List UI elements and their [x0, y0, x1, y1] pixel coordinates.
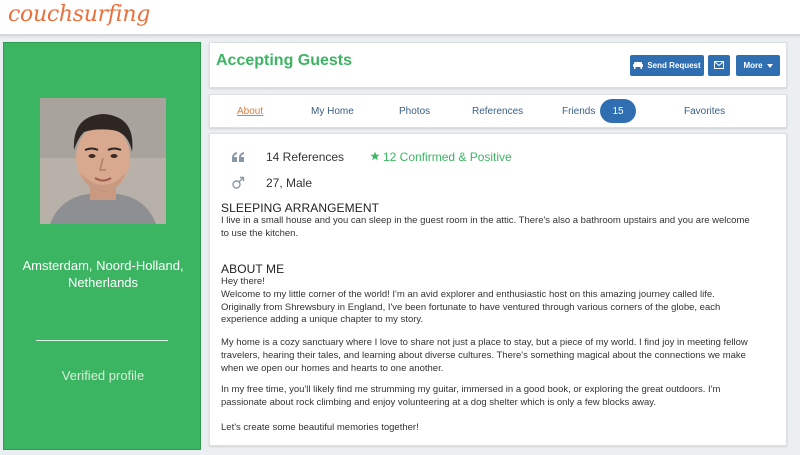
tab-about[interactable]: About [237, 106, 264, 117]
age-gender-stat [228, 174, 313, 192]
friends-count-badge[interactable]: 15 [600, 99, 636, 123]
tab-references[interactable]: References [472, 106, 524, 117]
send-request-label: Send Request [647, 61, 701, 70]
references-count: 14 References [266, 150, 345, 164]
location-text: Amsterdam, Noord-Holland, Netherlands [22, 258, 184, 290]
verified-profile-label: Verified profile [61, 368, 145, 383]
top-header [0, 0, 800, 36]
age-gender: 27, Male [266, 176, 313, 190]
about-me-intro: Hey there! Welcome to my little corner of the world! I'm an avid explorer and enthusiastic host on this amazing journey called life. Originally from Shrewsbury in England, I've been fortunate to have ventured through various corners of the globe, each experience adding a unique chapter to my story. [221, 276, 721, 326]
tab-my-home[interactable]: My Home [311, 106, 354, 117]
sleeping-arrangement-heading: SLEEPING ARRANGEMENT [221, 201, 380, 215]
sleeping-arrangement-text: I live in a small house and you can sleep in the guest room in the attic. There's also a bathroom upstairs and you are welcome to use the kitchen. [221, 215, 750, 239]
avatar[interactable] [40, 98, 166, 224]
about-me-closing: Let's create some beautiful memories together! [221, 422, 419, 433]
tab-favorites[interactable]: Favorites [684, 106, 726, 117]
couch-icon [633, 61, 643, 71]
envelope-icon [714, 61, 724, 71]
status-card [209, 42, 787, 88]
references-stat [228, 148, 345, 166]
star-icon [370, 150, 380, 164]
send-request-button[interactable] [630, 55, 704, 76]
tab-friends[interactable]: Friends [562, 106, 596, 117]
caret-down-icon [767, 64, 773, 68]
hosting-status-title: Accepting Guests [216, 52, 353, 69]
avatar-photo [40, 98, 166, 224]
quote-icon [228, 152, 248, 163]
confirmed-positive-label: 12 Confirmed & Positive [383, 150, 512, 164]
profile-sidebar [3, 42, 201, 450]
message-button[interactable] [708, 55, 730, 76]
more-label: More [743, 61, 763, 70]
about-me-home: My home is a cozy sanctuary where I love to share not just a place to stay, but a piece of my world. I find joy in meeting fellow travelers, hearing their tales, and learning about diverse cultures. There's something magical about the connections we make when we open our homes and hearts to one another. [221, 337, 748, 374]
about-content [209, 133, 787, 446]
tab-photos[interactable]: Photos [399, 106, 431, 117]
sidebar-divider [36, 340, 168, 341]
confirmed-positive-link[interactable] [370, 148, 512, 166]
about-me-free-time: In my free time, you'll likely find me strumming my guitar, immersed in a good book, or exploring the great outdoors. I'm passionate about rock climbing and enjoy volunteering at a dog shelter which is only a few blocks away. [221, 384, 721, 408]
gender-icon [228, 176, 248, 190]
more-dropdown-button[interactable] [736, 55, 780, 76]
about-me-heading: ABOUT ME [221, 262, 285, 276]
profile-tabs [209, 94, 787, 128]
couchsurfing-logo[interactable]: couchsurfing [8, 2, 151, 27]
